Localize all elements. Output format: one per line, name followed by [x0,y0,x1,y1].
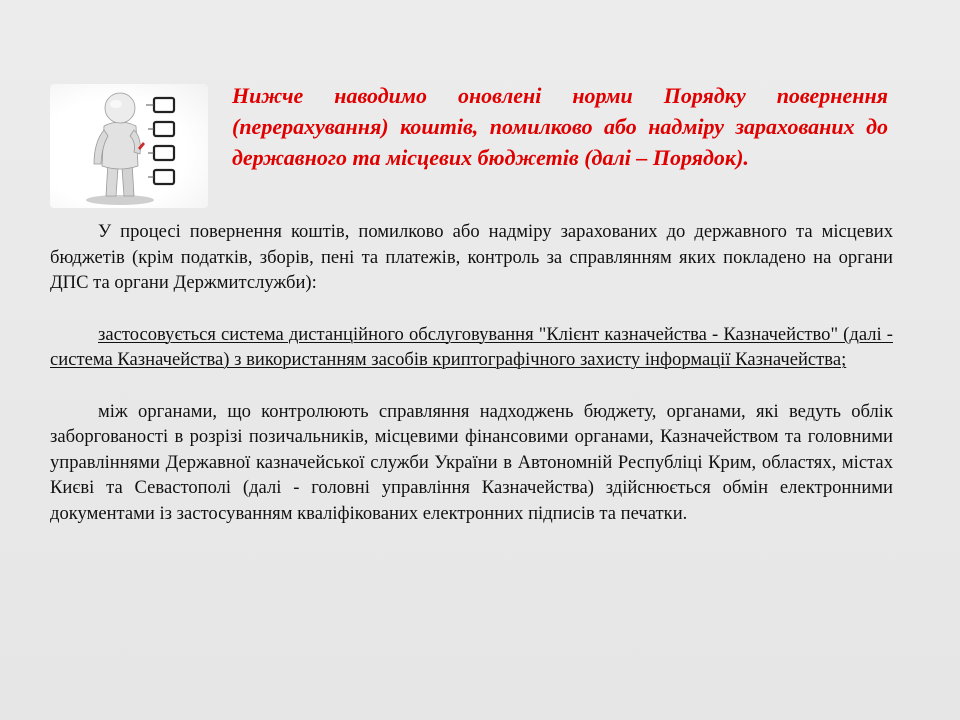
illustration [50,84,208,208]
paragraph-system-text: застосовується система дистанційного обслуговування "Клієнт казначейства - Казначейство" (далі - система Казначейства) з використанням засобів криптографічного захисту інформації Казначейства; [50,323,893,370]
paragraph-spacer [50,296,893,322]
body-text [50,219,893,526]
paragraph-spacer [50,373,893,399]
paragraph-exchange: між органами, що контролюють справляння надходжень бюджету, органами, які ведуть облік заборгованості в розрізі позичальників, місцевими фінансовими органами, Казначейством та головними управліннями Державної казначейської служби України в Автономній Республіці Крим, областях, містах Києві та Севастополі (далі - головні управління Казначейства) здійснюється обмін електронними документами із застосуванням кваліфікованих електронних підписів та печатки. [50,400,893,524]
paragraph-system [50,322,893,373]
person-checklist-icon [50,84,208,208]
paragraph-intro: У процесі повернення коштів, помилково або надміру зарахованих до державного та місцевих бюджетів (крім податків, зборів, пені та платежів, контроль за справлянням яких покладено на органи ДПС та органи Держмитслужби): [50,221,893,293]
page-heading: Нижче наводимо оновлені норми Порядку повернення (перерахування) коштів, помилково або надміру зарахованих до державного та місцевих бюджетів (далі – Порядок). [232,83,888,170]
